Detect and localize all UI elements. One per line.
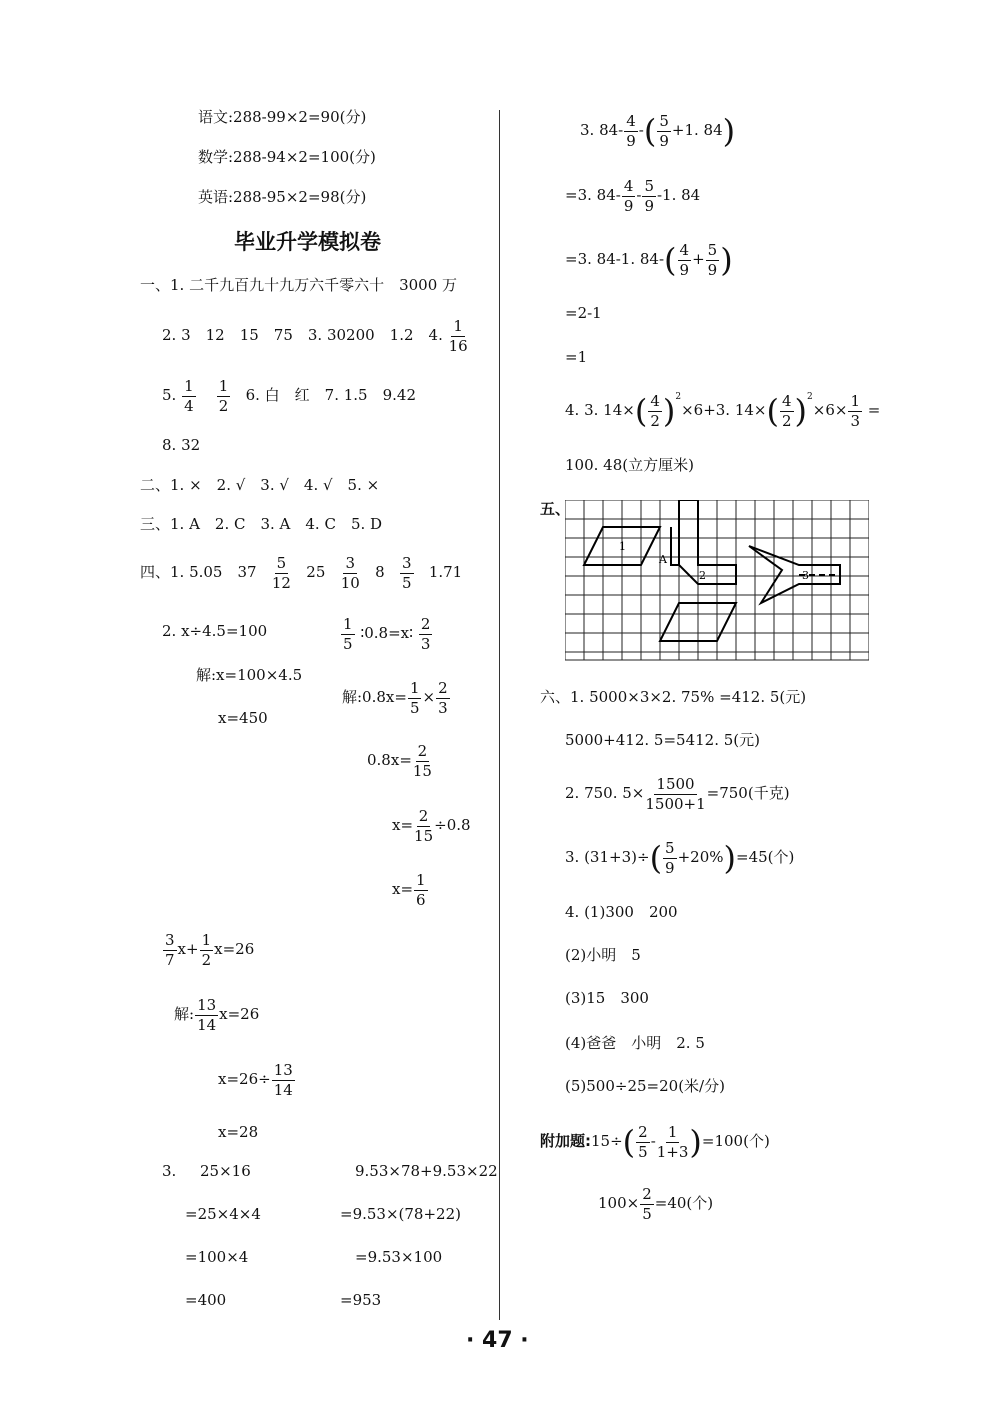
fraction: $\frac{4}{2}$: [650, 392, 660, 430]
calc-r-line1: 3. 84- $\frac{4}{9}$ -( $\frac{5}{9}$ +1. 84): [580, 112, 736, 150]
s4-text-d: 1.71: [428, 563, 463, 581]
s1-line3-prefix: 5.: [162, 386, 177, 404]
c2-a: =3. 84-: [565, 186, 621, 204]
fraction: $\frac{3}{10}$: [340, 554, 360, 592]
c6-d: =: [867, 401, 881, 419]
eq2-x: x=: [392, 816, 414, 834]
s6-line2: 5000+412. 5=5412. 5(元): [565, 731, 760, 749]
page-number: · 47 ·: [466, 1328, 529, 1353]
calc-a-1: 25×16: [200, 1162, 251, 1180]
s6-l4c: =45(个): [736, 848, 795, 866]
fraction: $\frac{13}{14}$: [197, 996, 217, 1034]
extra-a: 15÷: [591, 1132, 623, 1150]
eq3-rhs: x=26: [219, 1005, 260, 1023]
grid-label-a: A: [659, 553, 667, 566]
shape-3: [749, 546, 840, 603]
section-4-line1: [140, 555, 462, 591]
column-divider: [499, 110, 500, 1320]
eq3-line3: [218, 1062, 296, 1098]
s6-line1: 六、1. 5000×3×2. 75% =412. 5(元): [540, 688, 807, 706]
s6-line7: (3)15 300: [565, 989, 649, 1007]
c6-c: ×6×: [812, 401, 848, 419]
extra-l2b: =40(个): [654, 1194, 714, 1212]
eq3-b: x=26: [214, 940, 255, 958]
calc-r-line3: =3. 84-1. 84-( $\frac{4}{9}$ + $\frac{5}{9}$ ): [565, 241, 733, 279]
fraction: $\frac{2}{3}$: [420, 615, 431, 653]
shape-a-left: [671, 527, 679, 565]
fraction: $\frac{1500}{1500+1}$: [645, 775, 706, 813]
eq3-line1: [162, 932, 254, 968]
c1-b: -: [638, 121, 644, 139]
extra-c: =100(个): [701, 1132, 770, 1150]
fraction: $\frac{1}{16}$: [448, 317, 468, 355]
eq1-line3: x=450: [218, 709, 268, 727]
s1-line2-text: 2. 3 12 15 75 3. 30200 1.2 4.: [162, 326, 443, 344]
s1-line1: 一、1. 二千九百九十九万六千零六十 3000 万: [140, 276, 458, 294]
eq2-ratio: ∶0.8=x∶: [360, 624, 414, 642]
exponent: 2: [807, 392, 813, 402]
s6-l4b: +20%: [677, 848, 724, 866]
s6-line4: 3. (31+3)÷( $\frac{5}{9}$ +20%)=45(个): [565, 839, 795, 877]
s6-line5: 4. (1)300 200: [565, 903, 678, 921]
s6-line6: (2)小明 5: [565, 946, 641, 964]
s1-line3: [162, 378, 416, 414]
c6-a: 4. 3. 14×: [565, 401, 635, 419]
section-3: 三、1. A 2. C 3. A 4. C 5. D: [140, 515, 383, 533]
c2-c: -1. 84: [656, 186, 701, 204]
eq3-solve: 解:: [174, 1005, 195, 1023]
calc-a-2: =25×4×4: [185, 1205, 261, 1223]
fraction: $\frac{2}{5}$: [642, 1185, 652, 1223]
fraction: $\frac{5}{9}$: [707, 241, 718, 279]
extra-line1: 附加题:15÷( $\frac{2}{5}$ - $\frac{1}{1+3}$ )=100(个): [540, 1123, 770, 1161]
c2-b: -: [636, 186, 642, 204]
extra-l2a: 100×: [598, 1194, 640, 1212]
fraction: $\frac{1}{4}$: [184, 377, 194, 415]
calc-r-line6: 4. 3. 14×( $\frac{4}{2}$ )$^2$×6+3. 14×( $\frac{4}{2}$ )$^2$×6× $\frac{1}{3}$ =: [565, 392, 881, 430]
fraction: $\frac{5}{9}$: [665, 839, 675, 877]
s6-line9: (5)500÷25=20(米/分): [565, 1077, 725, 1095]
eq2-x-final: x=: [392, 880, 414, 898]
fraction: $\frac{2}{15}$: [414, 807, 434, 845]
exponent: 2: [675, 392, 682, 402]
fraction: $\frac{5}{12}$: [271, 554, 291, 592]
fraction: $\frac{2}{5}$: [638, 1123, 648, 1161]
section-2: 二、1. × 2. √ 3. √ 4. √ 5. ×: [140, 476, 380, 494]
eq1-line2: 解:x=100×4.5: [196, 666, 303, 684]
s4-text-b: 25: [306, 563, 326, 581]
eq2-line3: [367, 743, 433, 779]
s1-line4: 8. 32: [162, 436, 201, 454]
calc-r-line5: =1: [565, 348, 588, 366]
fraction: $\frac{4}{9}$: [623, 177, 634, 215]
fraction: $\frac{5}{9}$: [659, 112, 669, 150]
c3-a: =3. 84-1. 84-: [565, 250, 665, 268]
extra-line2: [598, 1186, 713, 1222]
fraction: $\frac{1}{5}$: [409, 679, 420, 717]
eq1-line1: 2. x÷4.5=100: [162, 622, 268, 640]
calc-b-1: 9.53×78+9.53×22: [355, 1162, 498, 1180]
eq2-line1: [340, 616, 433, 652]
fraction: $\frac{1}{1+3}$: [656, 1123, 689, 1161]
s1-line2: [162, 318, 469, 354]
grid-label-1: 1: [619, 540, 626, 553]
eq2-solve: 解:0.8x=: [342, 688, 407, 706]
fraction: $\frac{3}{7}$: [165, 931, 175, 969]
c1-c: +1. 84: [671, 121, 723, 139]
fraction: $\frac{4}{9}$: [626, 112, 636, 150]
fraction: $\frac{4}{9}$: [679, 241, 690, 279]
fraction: $\frac{5}{9}$: [644, 177, 654, 215]
calc-num: 3.: [162, 1162, 177, 1180]
s4-text-a: 四、1. 5.05 37: [140, 563, 257, 581]
eq2-line4: [392, 808, 471, 844]
eq2-step: 0.8x=: [367, 751, 412, 769]
score-english: 英语:288-95×2=98(分): [198, 188, 367, 206]
times-sign: ×: [422, 688, 436, 706]
s1-line3-text: 6. 白 红 7. 1.5 9.42: [245, 386, 416, 404]
calc-b-4: =953: [340, 1291, 382, 1309]
s6-line8: (4)爸爸 小明 2. 5: [565, 1034, 705, 1052]
s6-l3a: 2. 750. 5×: [565, 784, 645, 802]
fraction: $\frac{2}{15}$: [412, 742, 432, 780]
c1-a: 3. 84-: [580, 121, 624, 139]
fraction: $\frac{1}{6}$: [416, 871, 426, 909]
grid-label-2: 2: [699, 569, 706, 582]
calc-r-line4: =2-1: [565, 304, 602, 322]
eq3-line2: [174, 997, 259, 1033]
eq2-line5: [392, 872, 429, 908]
eq3-line4: x=28: [218, 1123, 259, 1141]
score-math: 数学:288-94×2=100(分): [198, 148, 376, 166]
eq2-divide: ÷0.8: [434, 816, 471, 834]
calc-r-line2: [565, 178, 700, 214]
section-title: 毕业升学模拟卷: [234, 230, 381, 254]
c6-b: ×6+3. 14×: [681, 401, 767, 419]
calc-a-4: =400: [185, 1291, 227, 1309]
geometry-grid-figure: [565, 500, 869, 662]
eq3-step: x=26÷: [218, 1070, 271, 1088]
eq3-a: x+: [177, 940, 199, 958]
fraction: $\frac{1}{2}$: [218, 377, 229, 415]
extra-label: 附加题:: [540, 1132, 591, 1150]
s6-line3: [565, 776, 790, 812]
s6-l3b: =750(千克): [706, 784, 790, 802]
fraction: $\frac{2}{3}$: [438, 679, 448, 717]
shape-a: [679, 500, 736, 584]
section-5-label: 五、: [540, 500, 571, 518]
score-chinese: 语文:288-99×2=90(分): [198, 108, 367, 126]
fraction: $\frac{13}{14}$: [273, 1061, 293, 1099]
eq2-line2: [342, 680, 451, 716]
calc-r-line7: 100. 48(立方厘米): [565, 456, 694, 474]
grid-lines: [565, 500, 869, 660]
fraction: $\frac{1}{5}$: [343, 615, 353, 653]
calc-a-3: =100×4: [185, 1248, 249, 1266]
fraction: $\frac{3}{5}$: [401, 554, 412, 592]
grid-label-3: 3: [802, 569, 809, 582]
fraction: $\frac{1}{2}$: [201, 931, 212, 969]
s4-text-c: 8: [375, 563, 385, 581]
fraction: $\frac{1}{3}$: [850, 392, 860, 430]
extra-b: -: [650, 1132, 656, 1150]
fraction: $\frac{4}{2}$: [781, 392, 792, 430]
s6-l4a: 3. (31+3)÷: [565, 848, 650, 866]
c3-b: +: [692, 250, 705, 268]
calc-b-2: =9.53×(78+22): [340, 1205, 461, 1223]
calc-b-3: =9.53×100: [355, 1248, 443, 1266]
